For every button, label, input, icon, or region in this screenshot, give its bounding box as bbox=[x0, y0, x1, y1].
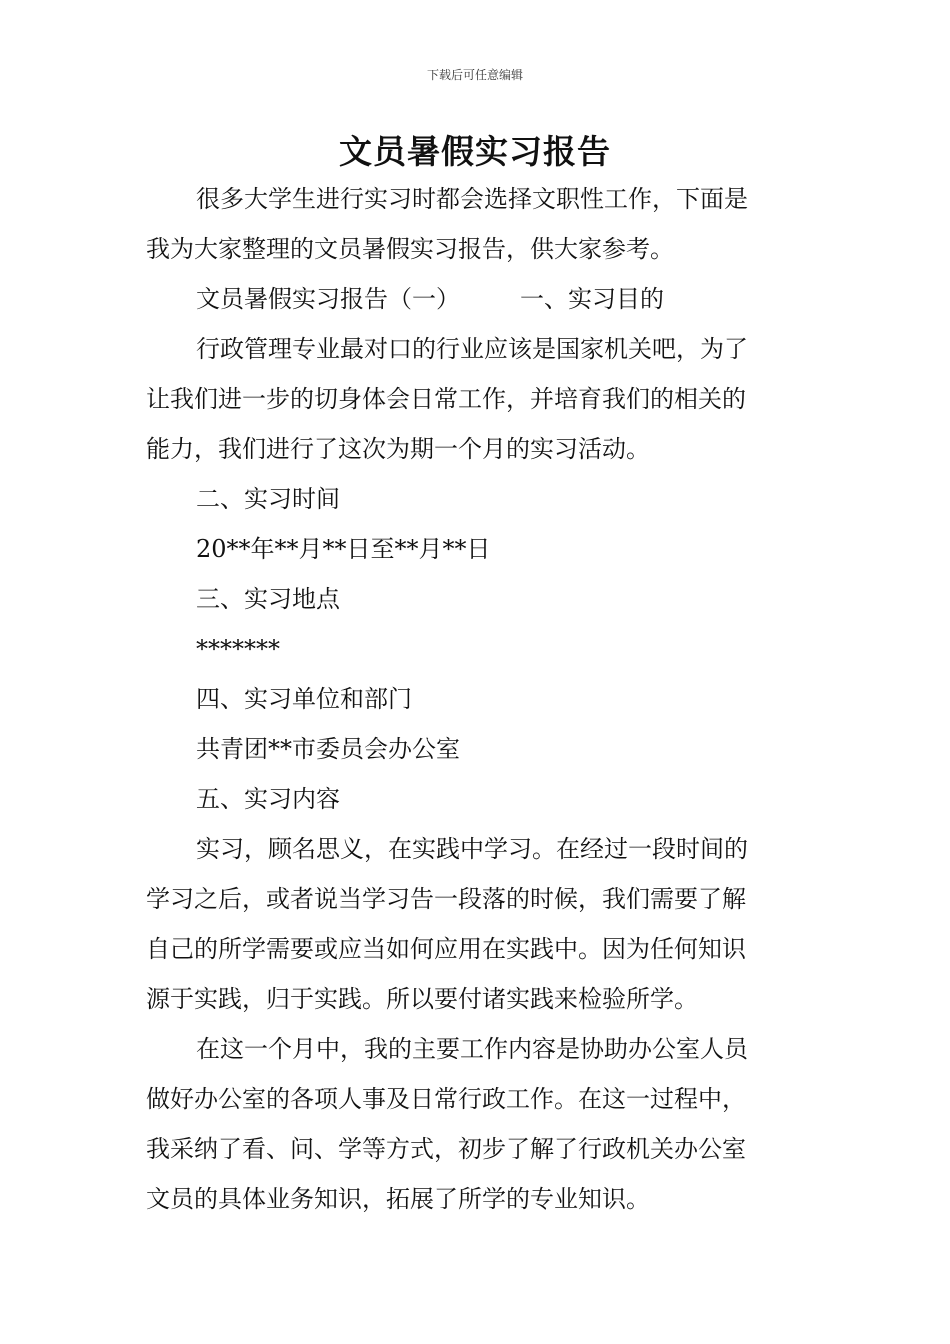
paragraph-line: 文员的具体业务知识，拓展了所学的专业知识。 bbox=[146, 1185, 650, 1213]
section-heading: 三、实习地点 bbox=[196, 585, 340, 613]
paragraph-line: 很多大学生进行实习时都会选择文职性工作，下面是 bbox=[196, 185, 748, 213]
paragraph-line: 让我们进一步的切身体会日常工作，并培育我们的相关的 bbox=[146, 385, 746, 413]
section-heading: 四、实习单位和部门 bbox=[196, 685, 412, 713]
paragraph-line: 能力，我们进行了这次为期一个月的实习活动。 bbox=[146, 435, 650, 463]
paragraph-line: 共青团**市委员会办公室 bbox=[196, 735, 460, 763]
page-title: 文员暑假实习报告 bbox=[339, 132, 611, 171]
paragraph-line: 实习，顾名思义，在实践中学习。在经过一段时间的 bbox=[196, 835, 748, 863]
section-heading: 二、实习时间 bbox=[196, 485, 340, 513]
section-heading: 五、实习内容 bbox=[196, 785, 340, 813]
paragraph-line: 文员暑假实习报告（一） 一、实习目的 bbox=[196, 285, 664, 313]
paragraph-line: 做好办公室的各项人事及日常行政工作。在这一过程中， bbox=[146, 1085, 746, 1113]
paragraph-line: 我采纳了看、问、学等方式，初步了解了行政机关办公室 bbox=[146, 1135, 746, 1163]
paragraph-line: 源于实践，归于实践。所以要付诸实践来检验所学。 bbox=[146, 985, 698, 1013]
paragraph-line: 我为大家整理的文员暑假实习报告，供大家参考。 bbox=[146, 235, 674, 263]
paragraph-line: 行政管理专业最对口的行业应该是国家机关吧，为了 bbox=[196, 335, 748, 363]
paragraph-line: 20**年**月**日至**月**日 bbox=[196, 535, 491, 563]
header-note: 下载后可任意编辑 bbox=[426, 68, 523, 82]
paragraph-line: ******* bbox=[196, 635, 280, 663]
paragraph-line: 自己的所学需要或应当如何应用在实践中。因为任何知识 bbox=[146, 935, 746, 963]
paragraph-line: 学习之后，或者说当学习告一段落的时候，我们需要了解 bbox=[146, 885, 746, 913]
paragraph-line: 在这一个月中，我的主要工作内容是协助办公室人员 bbox=[196, 1035, 748, 1063]
